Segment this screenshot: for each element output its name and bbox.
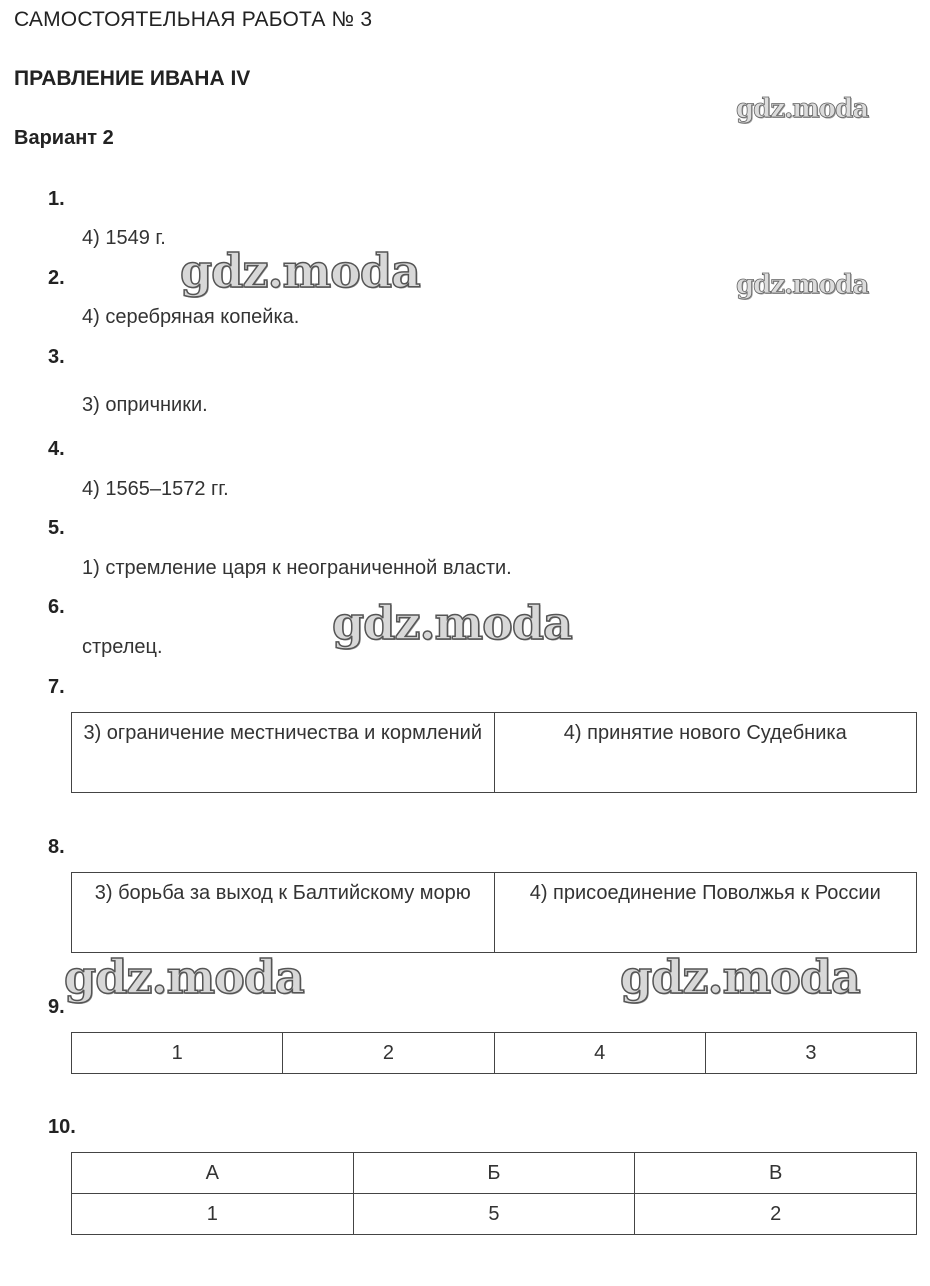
table-cell: 3 (705, 1033, 916, 1074)
table-cell: 3) ограничение местничества и кормлений (72, 713, 495, 793)
question-number: 9. (48, 996, 65, 1018)
question-number: 2. (48, 267, 65, 289)
question-number: 1. (48, 188, 65, 210)
table-cell: 1 (72, 1194, 354, 1235)
work-title: САМОСТОЯТЕЛЬНАЯ РАБОТА № 3 (14, 8, 373, 31)
table-header-cell: А (72, 1153, 354, 1194)
table-cell: 2 (635, 1194, 917, 1235)
question-number: 10. (48, 1116, 76, 1138)
question-number: 6. (48, 596, 65, 618)
q9-answer-table (71, 1032, 917, 1074)
question-answer: стрелец. (82, 636, 163, 658)
table-cell: 4) присоединение Поволжья к России (494, 873, 917, 953)
table-cell: 3) борьба за выход к Балтийскому морю (72, 873, 495, 953)
question-number: 5. (48, 517, 65, 539)
question-number: 7. (48, 676, 65, 698)
watermark-logo: gdz.moda (332, 596, 572, 650)
q10-answer-table (71, 1152, 917, 1235)
question-number: 8. (48, 836, 65, 858)
q7-answer-table (71, 712, 917, 793)
table-cell: 2 (283, 1033, 494, 1074)
watermark-logo: gdz.moda (736, 270, 869, 300)
watermark-logo: gdz.moda (736, 94, 869, 124)
watermark-logo: gdz.moda (620, 950, 860, 1004)
table-cell: 5 (353, 1194, 635, 1235)
question-answer: 3) опричники. (82, 394, 208, 416)
question-number: 3. (48, 346, 65, 368)
question-answer: 4) 1565–1572 гг. (82, 478, 229, 500)
topic-title: ПРАВЛЕНИЕ ИВАНА IV (14, 67, 251, 90)
question-answer: 4) серебряная копейка. (82, 306, 300, 328)
question-number: 4. (48, 438, 65, 460)
watermark-logo: gdz.moda (180, 244, 420, 298)
question-answer: 1) стремление царя к неограниченной власти. (82, 557, 512, 579)
table-header-cell: В (635, 1153, 917, 1194)
table-cell: 4) принятие нового Судебника (494, 713, 917, 793)
variant-label: Вариант 2 (14, 127, 114, 149)
watermark-logo: gdz.moda (64, 950, 304, 1004)
table-cell: 4 (494, 1033, 705, 1074)
table-cell: 1 (72, 1033, 283, 1074)
q8-answer-table (71, 872, 917, 953)
table-header-cell: Б (353, 1153, 635, 1194)
question-answer: 4) 1549 г. (82, 227, 166, 249)
